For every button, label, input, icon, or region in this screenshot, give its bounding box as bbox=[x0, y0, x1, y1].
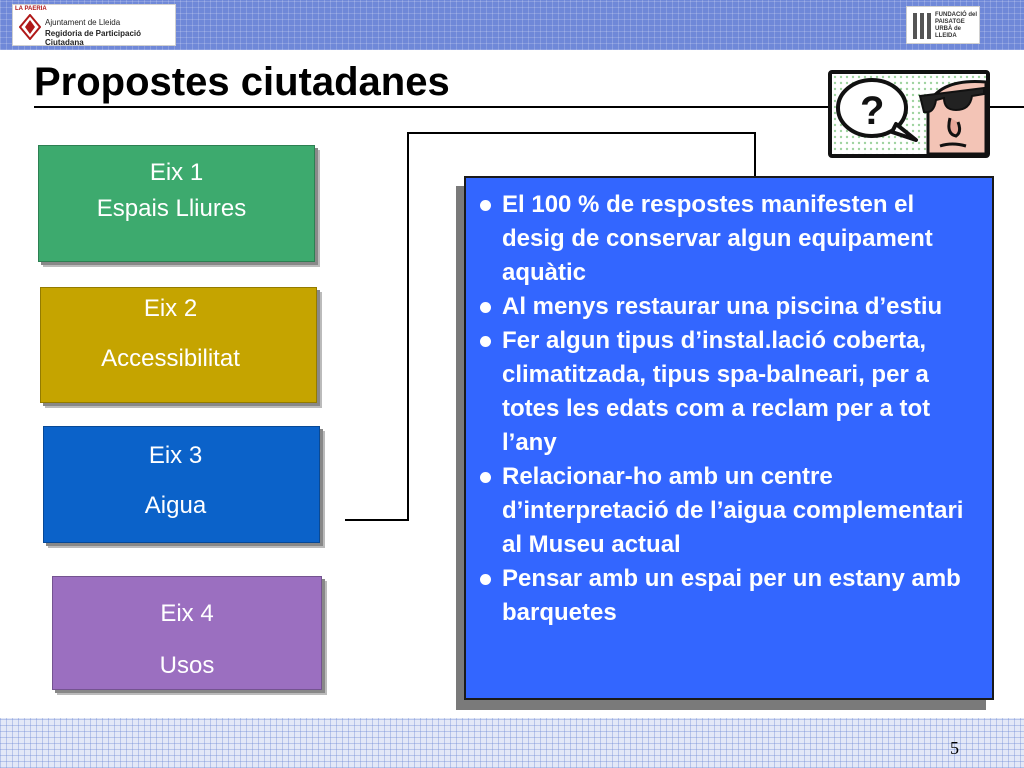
eix-2-label: Accessibilitat bbox=[101, 345, 240, 372]
paeria-emblem-icon bbox=[19, 14, 41, 40]
bottom-banner bbox=[0, 718, 1024, 768]
logo-line1: Ajuntament de Lleida bbox=[45, 18, 121, 27]
eix-3-label: Aigua bbox=[144, 492, 207, 519]
page-title: Propostes ciutadanes bbox=[34, 60, 450, 104]
logo-line2: Regidoria de Participació Ciutadana bbox=[45, 29, 142, 47]
list-item bbox=[480, 290, 982, 324]
bullet-text: Al menys restaurar una piscina d’estiu bbox=[502, 293, 943, 320]
comic-illustration bbox=[828, 70, 990, 158]
logo-tag: LA PAERIA bbox=[15, 6, 47, 12]
eix-2-number: Eix 2 bbox=[143, 295, 198, 322]
connector-top bbox=[407, 132, 755, 134]
connector-horizontal bbox=[345, 519, 409, 521]
eix-2-box bbox=[40, 287, 317, 403]
eix-3-number: Eix 3 bbox=[148, 442, 203, 469]
bullet-text: Relacionar-ho amb un centre d’interpretació de l’aigua complementari al Museu actual bbox=[502, 463, 964, 558]
list-item bbox=[480, 188, 982, 290]
bullet-text: El 100 % de respostes manifesten el desig de conservar algun equipament aquàtic bbox=[502, 191, 933, 286]
connector-vertical-left bbox=[407, 132, 409, 521]
eix-4-number: Eix 4 bbox=[160, 600, 214, 627]
eix-4-box bbox=[52, 576, 322, 690]
proposals-list bbox=[480, 188, 982, 630]
list-item bbox=[480, 562, 982, 630]
question-bubble-icon bbox=[832, 74, 986, 154]
connector-vertical-right bbox=[754, 132, 756, 178]
eix-1-box bbox=[38, 145, 315, 262]
list-item bbox=[480, 324, 982, 460]
bullet-icon bbox=[480, 200, 491, 211]
bullet-text: Fer algun tipus d’instal.lació coberta, climatitzada, tipus spa-balneari, per a totes les edats com a reclam per a tot l’any bbox=[502, 327, 931, 456]
proposals-panel bbox=[464, 176, 994, 700]
eix-4-label: Usos bbox=[159, 652, 215, 679]
eix-1-number: Eix 1 bbox=[149, 159, 204, 186]
list-item bbox=[480, 460, 982, 562]
page-number: 5 bbox=[950, 738, 959, 758]
bullet-icon bbox=[480, 302, 491, 313]
bullet-icon bbox=[480, 472, 491, 483]
columns-icon bbox=[913, 13, 931, 39]
eix-1-label: Espais Lliures bbox=[96, 195, 247, 222]
fundacio-logo bbox=[906, 6, 980, 44]
bullet-icon bbox=[480, 336, 491, 347]
svg-text:?: ? bbox=[860, 89, 885, 133]
eix-3-box bbox=[43, 426, 320, 543]
bullet-text: Pensar amb un espai per un estany amb barquetes bbox=[502, 565, 961, 626]
bullet-icon bbox=[480, 574, 491, 585]
ajuntament-logo bbox=[12, 4, 176, 46]
fundacio-logo-text: FUNDACIÓ del PAISATGE URBÀ de LLEIDA bbox=[935, 12, 977, 39]
